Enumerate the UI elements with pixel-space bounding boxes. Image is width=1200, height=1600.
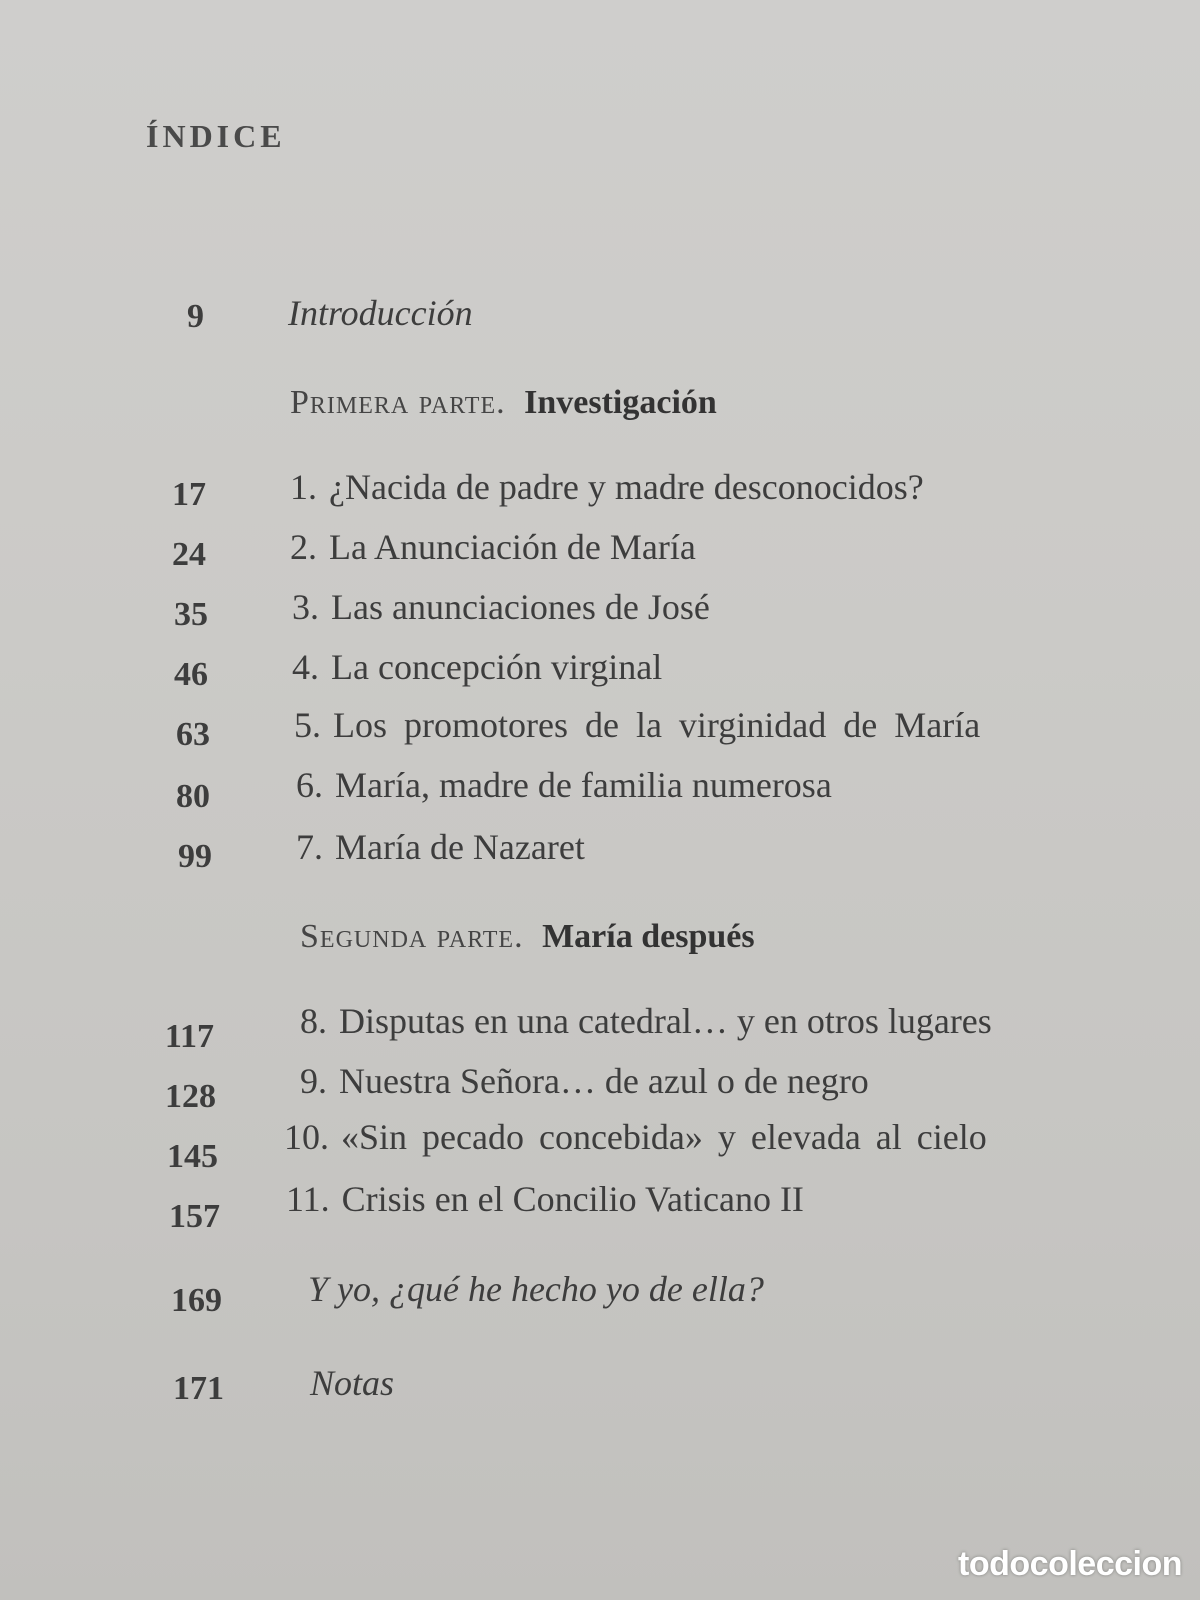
chapter-entry [296, 764, 832, 806]
chapter-page-number: 145 [167, 1138, 218, 1175]
chapter-entry [286, 1178, 804, 1220]
chapter-index: 2. [290, 527, 317, 567]
chapter-index: 6. [296, 765, 323, 805]
epilogue-title: Y yo, ¿qué he hecho yo de ella? [308, 1269, 764, 1309]
chapter-page-number: 17 [172, 476, 206, 513]
chapter-index: 7. [296, 827, 323, 867]
chapter-page-number: 99 [178, 838, 212, 875]
part2-label: Segunda parte. [300, 918, 524, 955]
chapter-title: «Sin pecado concebida» y elevada al cielo [341, 1117, 987, 1157]
chapter-page-number: 117 [164, 1018, 214, 1055]
notes-title: Notas [310, 1363, 395, 1403]
chapter-title: La concepción virginal [331, 647, 663, 687]
watermark-logo: todocoleccion [958, 1545, 1182, 1583]
chapter-page-number: 63 [176, 716, 210, 753]
part2-heading [300, 918, 755, 956]
part1-heading [290, 384, 717, 422]
notes-page-number: 171 [173, 1370, 224, 1407]
part1-label: Primera parte. [290, 384, 506, 421]
intro-title: Introducción [288, 293, 473, 333]
chapter-title: La Anunciación de María [329, 527, 696, 567]
chapter-entry [292, 586, 710, 628]
chapter-page-number: 157 [169, 1198, 220, 1235]
chapter-entry [292, 646, 662, 688]
chapter-title: Crisis en el Concilio Vaticano II [341, 1179, 804, 1219]
chapter-page-number: 35 [174, 596, 208, 633]
chapter-title: Nuestra Señora… de azul o de negro [339, 1061, 869, 1101]
chapter-index: 5. [294, 705, 321, 745]
chapter-title: María, madre de familia numerosa [335, 765, 832, 805]
chapter-index: 9. [300, 1061, 327, 1101]
chapter-page-number: 24 [172, 536, 206, 573]
page-heading: ÍNDICE [146, 118, 286, 154]
chapter-title: Disputas en una catedral… y en otros lugares [339, 1001, 992, 1041]
part1-title: Investigación [524, 384, 717, 421]
chapter-entry [284, 1116, 987, 1158]
chapter-entry [294, 704, 980, 746]
chapter-index: 11. [286, 1179, 330, 1219]
chapter-page-number: 128 [165, 1078, 216, 1115]
chapter-title: Los promotores de la virginidad de María [333, 705, 981, 745]
chapter-title: María de Nazaret [335, 827, 585, 867]
epilogue-page-number: 169 [171, 1282, 222, 1319]
chapter-index: 10. [284, 1117, 329, 1157]
chapter-title: Las anunciaciones de José [331, 587, 710, 627]
chapter-index: 3. [292, 587, 319, 627]
chapter-entry [290, 526, 696, 568]
chapter-index: 8. [300, 1001, 327, 1041]
part2-title: María después [542, 918, 755, 955]
intro-page-number: 9 [187, 298, 204, 335]
chapter-page-number: 46 [174, 656, 208, 693]
chapter-entry [300, 1000, 992, 1042]
chapter-entry [300, 1060, 869, 1102]
chapter-index: 4. [292, 647, 319, 687]
chapter-entry [296, 826, 585, 868]
chapter-index: 1. [290, 467, 317, 507]
chapter-entry [290, 466, 924, 508]
chapter-title: ¿Nacida de padre y madre desconocidos? [329, 467, 924, 507]
chapter-page-number: 80 [176, 778, 210, 815]
